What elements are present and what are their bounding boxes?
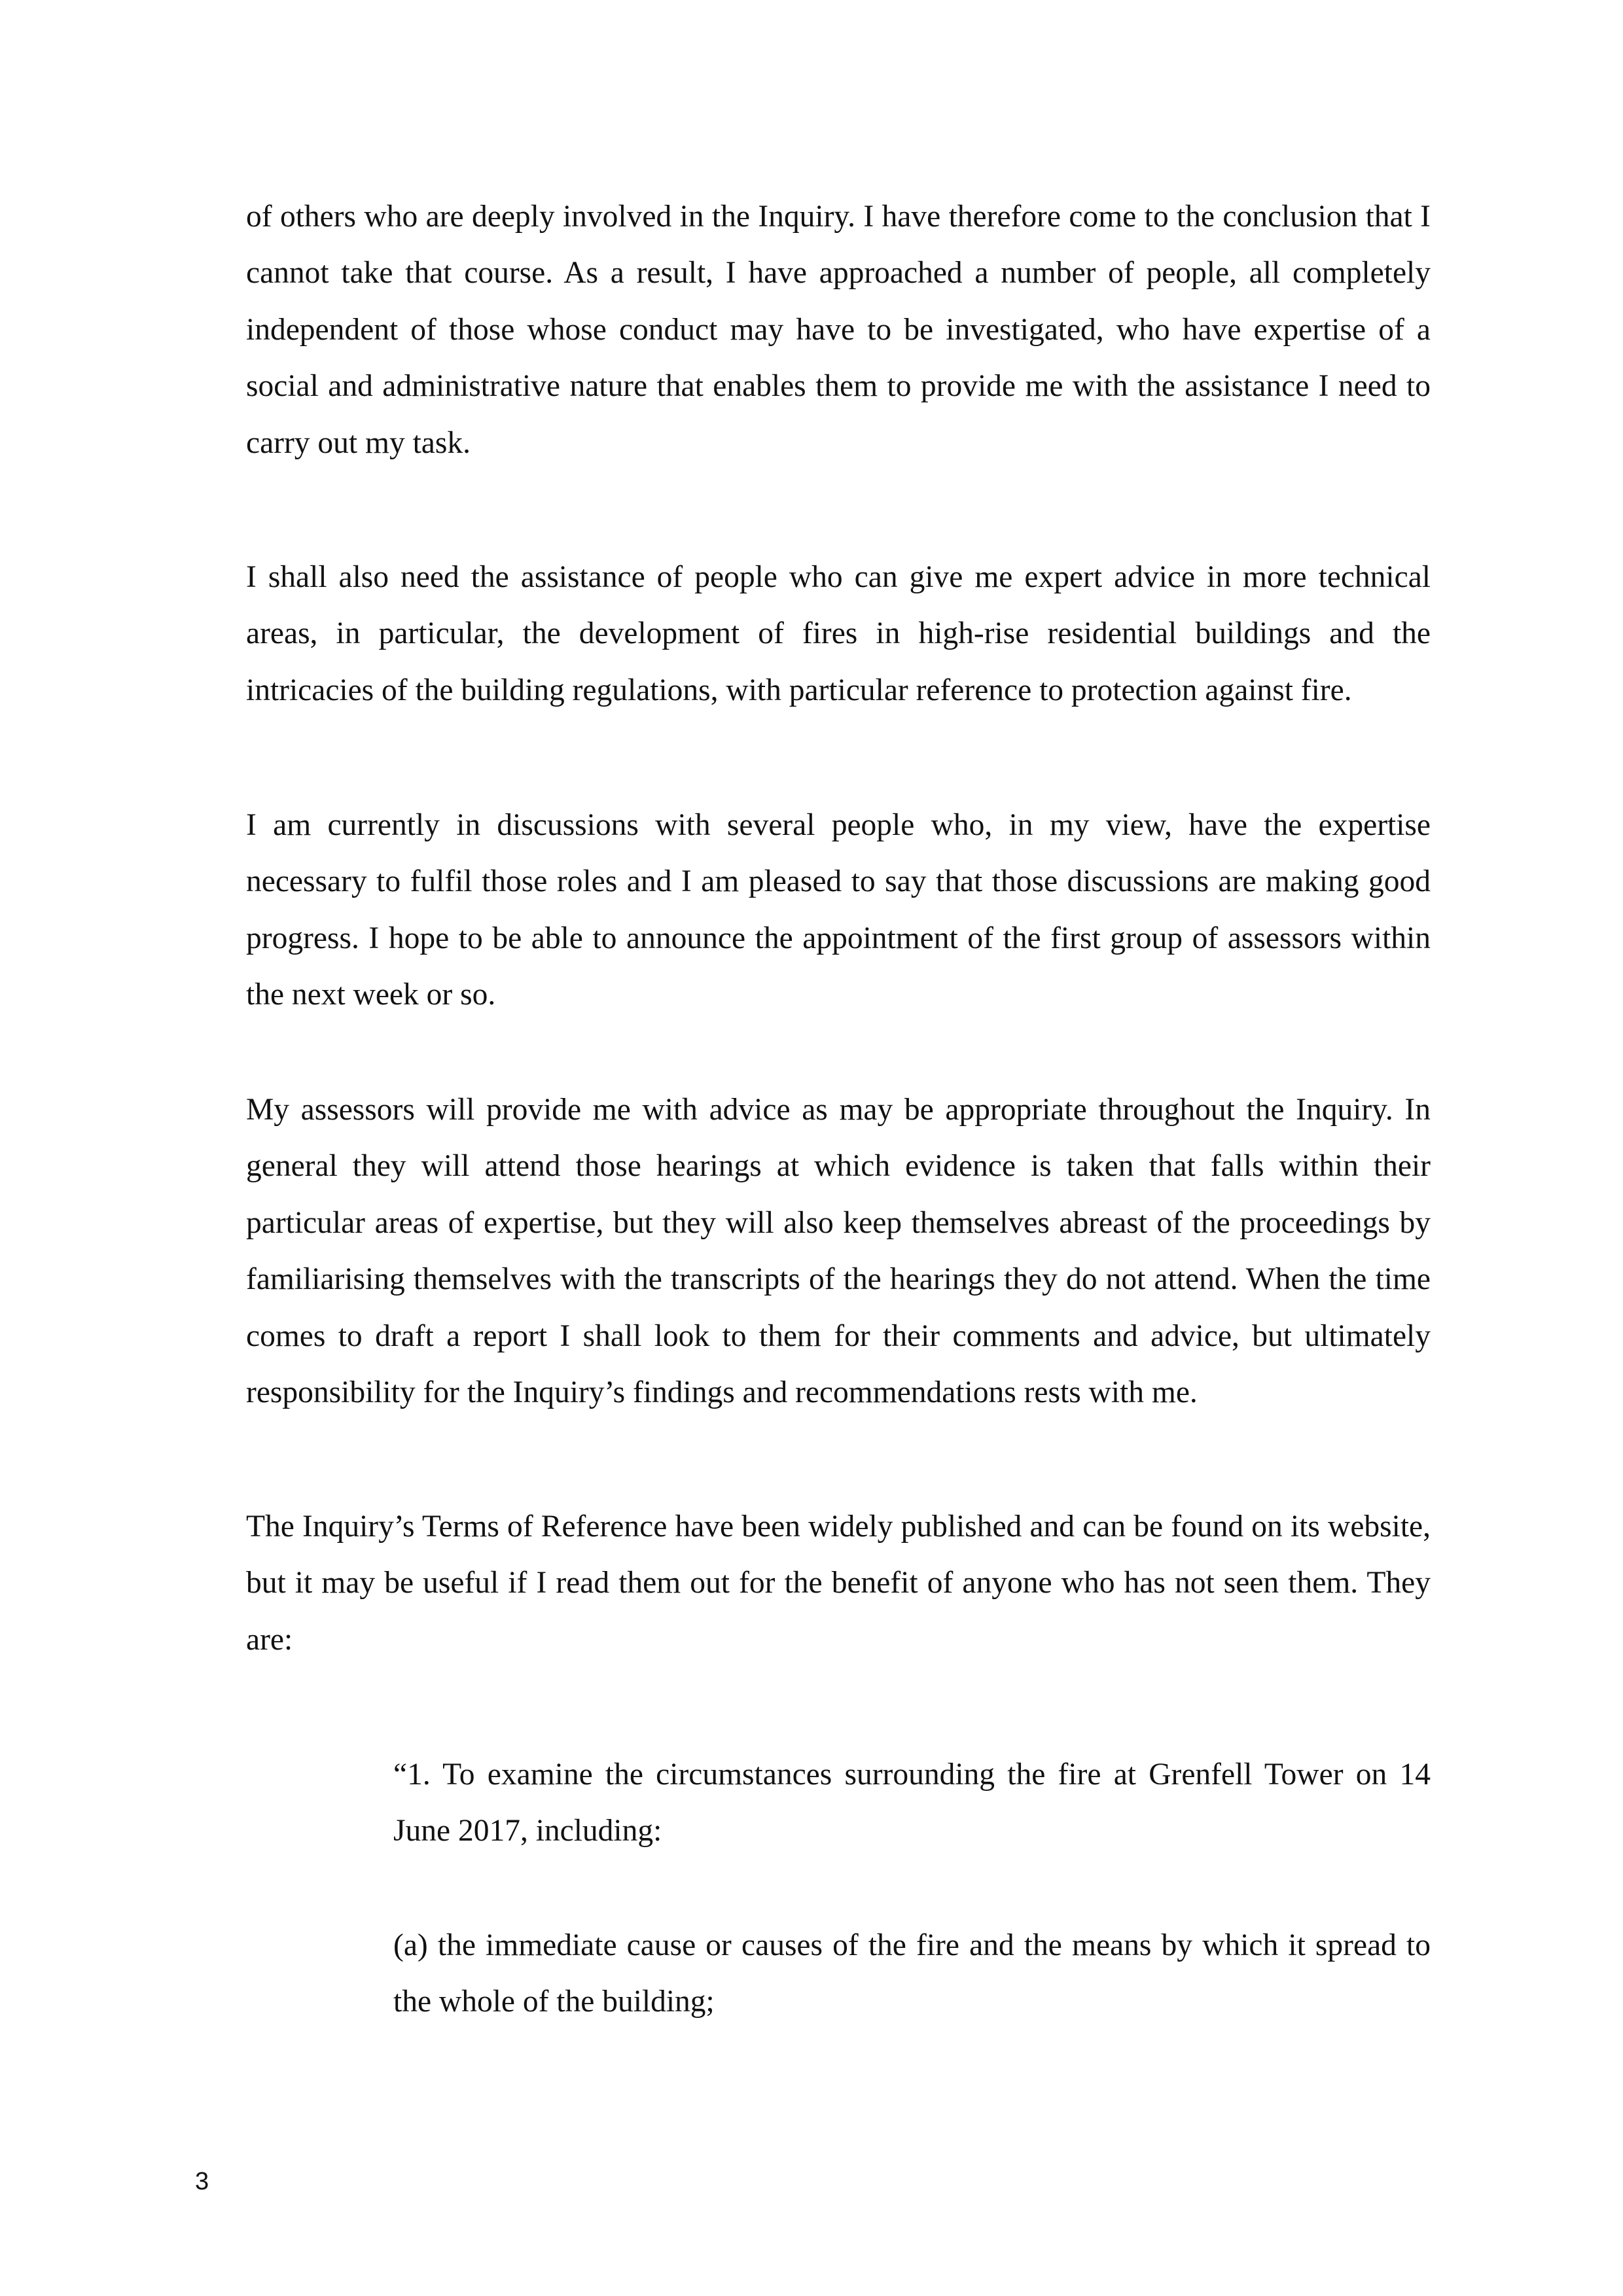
paragraph-assessors-role: My assessors will provide me with advice as may be appropriate throughout the Inquiry. In general they will attend those hearings at which evidence is taken that falls within their particular areas of expertise, but they will also keep themselves abreast of the proceedings by familiarising themselves with the transcripts of the hearings they do not attend. When the time comes to draft a report I shall look to them for their comments and advice, but ultimately responsibility for the Inquiry’s findings and recommendations rests with me. xyxy=(246,1093,1431,1410)
paragraph-technical-experts: I shall also need the assistance of people who can give me expert advice in more technical areas, in particular, the development of fires in high-rise residential buildings and the intricacies of the building regulations, with particular reference to protection against fire. xyxy=(246,560,1431,707)
paragraph-terms-of-reference-intro: The Inquiry’s Terms of Reference have been widely published and can be found on its website, but it may be useful if I read them out for the benefit of anyone who has not seen them. They are: xyxy=(246,1510,1431,1657)
term-of-reference-1a: (a) the immediate cause or causes of the fire and the means by which it spread to the whole of the building; xyxy=(393,1928,1431,2019)
paragraph-assistance-approach: of others who are deeply involved in the Inquiry. I have therefore come to the conclusion that I cannot take that course. As a result, I have approached a number of people, all completely independent of those whose conduct may have to be investigated, who have expertise of a social and administrative nature that enables them to provide me with the assistance I need to carry out my task. xyxy=(246,200,1431,460)
term-of-reference-1: “1. To examine the circumstances surrounding the fire at Grenfell Tower on 14 June 2017, including: xyxy=(393,1757,1431,1848)
page-number: 3 xyxy=(195,2168,209,2195)
paragraph-current-discussions: I am currently in discussions with several people who, in my view, have the expertise necessary to fulfil those roles and I am pleased to say that those discussions are making good progress. I hope to be able to announce the appointment of the first group of assessors within the next week or so. xyxy=(246,808,1431,1012)
